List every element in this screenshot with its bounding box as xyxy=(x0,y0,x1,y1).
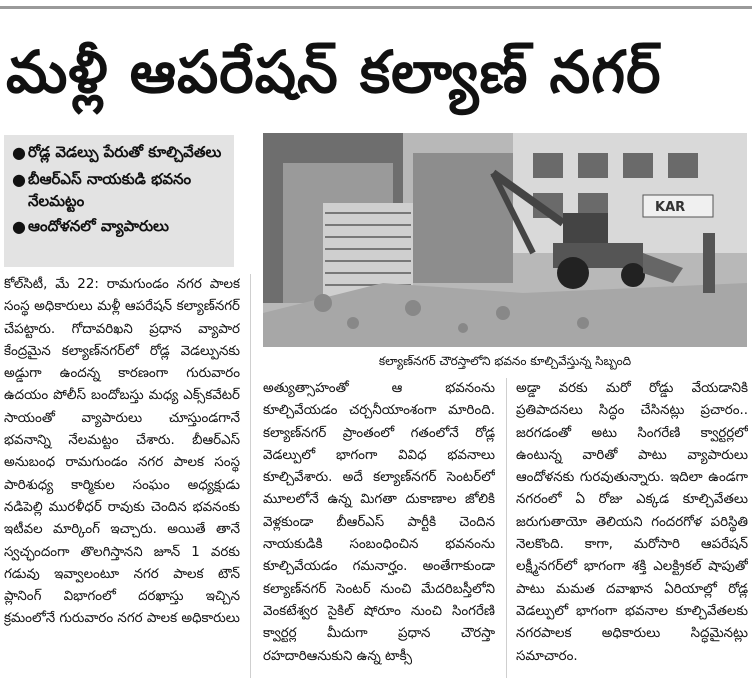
article-column-2: అత్యుత్సాహంతో ఆ భవనంను కూల్చివేయడం చర్చనీయాంశంగా మారింది. కల్యాణ్‌నగర్ ప్రాంతంలో గతంలోనే రోడ్ల వెడల్పులో భాగంగా వివిధ భవనాలు కూల్చివేశారు. అదే కల్యాణ్‌నగర్ సెంటర్‌లో మూలలోనే ఉన్న మిగతా దుకాణాల జోలికి వెళ్లకుండా బీఆర్ఎస్ పార్టీకి చెందిన నాయకుడికి సంబంధించిన భవనంను కూల్చివేయడం గమనార్హం. అంతేగాకుండా కల్యాణ్‌నగర్ సెంటర్ నుంచి మేదరిబస్తీలోని వెంకటేశ్వర సైకిల్ షోరూం నుంచి సింగరేణి క్వార్టర్ల మీదుగా ప్రధాన చౌరస్తా రహదారిఆనుకుని ఉన్న టాక్సీ xyxy=(263,381,495,664)
article-column-1: కోల్‌సిటీ, మే 22: రామగుండం నగర పాలక సంస్థ అధికారులు మళ్లీ ఆపరేషన్ కల్యాణ్‌నగర్ చేపట్టారు. గోదావరిఖని ప్రధాన వ్యాపార కేంద్రమైన కల్యాణ్‌నగర్‌లో రోడ్ల వెడల్పునకు అడ్డుగా ఉందన్న కారణంగా గురువారం ఉదయం పోలీస్ బందోబస్తు మధ్య ఎక్స్‌కవేటర్ సాయంతో వ్యాపారులు చూస్తుండగానే భవనాన్ని నేలమట్టం చేశారు. బీఆర్ఎస్ అనుబంధ రామగుండం నగర పాలక సంస్థ పారిశుధ్య కార్మికుల సంఘం అధ్యక్షుడు నడిపెల్లి మురళీధర్ రావుకు చెందిన భవనంకు ఇటీవల మార్కింగ్ ఇచ్చారు. అయితే తానే స్వచ్ఛందంగా తొలగిస్తానని జూన్ 1 వరకు గడువు ఇవ్వాలంటూ నగర పాలక టౌన్ ప్లానింగ్ విభాగంలో దరఖాస్తు ఇచ్చిన క్రమంలోనే గురువారం నగర పాలక అధికారులు xyxy=(4,277,240,627)
highlights-box xyxy=(4,135,234,267)
column-divider xyxy=(506,378,507,678)
highlight-item xyxy=(12,215,228,239)
highlight-text: ఆందోళనలో వ్యాపారులు xyxy=(28,217,169,235)
bullet-icon: ● xyxy=(12,143,26,162)
top-rule xyxy=(0,6,752,9)
highlight-text: బీఆర్ఎస్ నాయకుడి భవనం నేలమట్టం xyxy=(28,170,192,210)
column-divider xyxy=(250,274,251,678)
demolition-scene xyxy=(263,133,747,347)
shop-sign-text: KAR xyxy=(655,200,686,215)
highlight-text: రోడ్ల వెడల్పు పేరుతో కూల్చివేతలు xyxy=(28,143,222,161)
photo-caption: కల్యాణ్‌నగర్ చౌరస్తాలోని భవనం కూల్చివేస్తున్న సిబ్బంది xyxy=(378,354,632,368)
highlight-item xyxy=(12,168,228,212)
news-photo xyxy=(263,133,747,347)
bullet-icon: ● xyxy=(12,217,26,236)
highlight-item xyxy=(12,141,228,165)
headline: మళ్లీ ఆపరేషన్ కల్యాణ్ నగర్ xyxy=(6,38,662,106)
article-column-3: అడ్డా వరకు మరో రోడ్డు వేయడానికి ప్రతిపాదనలు సిద్ధం చేసినట్లు ప్రచారం.. జరగడంతో అటు సింగరేణి క్వార్టర్లలో ఉంటున్న వారితో పాటు వ్యాపారులు ఆందోళనకు గురవుతున్నారు. ఇదిలా ఉండగా నగరంలో ఏ రోజు ఎక్కడ కూల్చివేతలు జరుగుతాయో తెలియని గందరగోళ పరిస్థితి నెలకొంది. కాగా, మరోసారి ఆపరేషన్ లక్ష్మీనగర్‌లో భాగంగా శక్తి ఎలక్ట్రికల్ షాపుతో పాటు మమత దవాఖాన ఏరియాల్లో రోడ్ల వెడల్పులో భాగంగా భవనాల కూల్చివేతలకు నగరపాలక అధికారులు సిద్ధమైనట్లు సమాచారం. xyxy=(516,381,748,664)
bullet-icon: ● xyxy=(12,170,26,189)
